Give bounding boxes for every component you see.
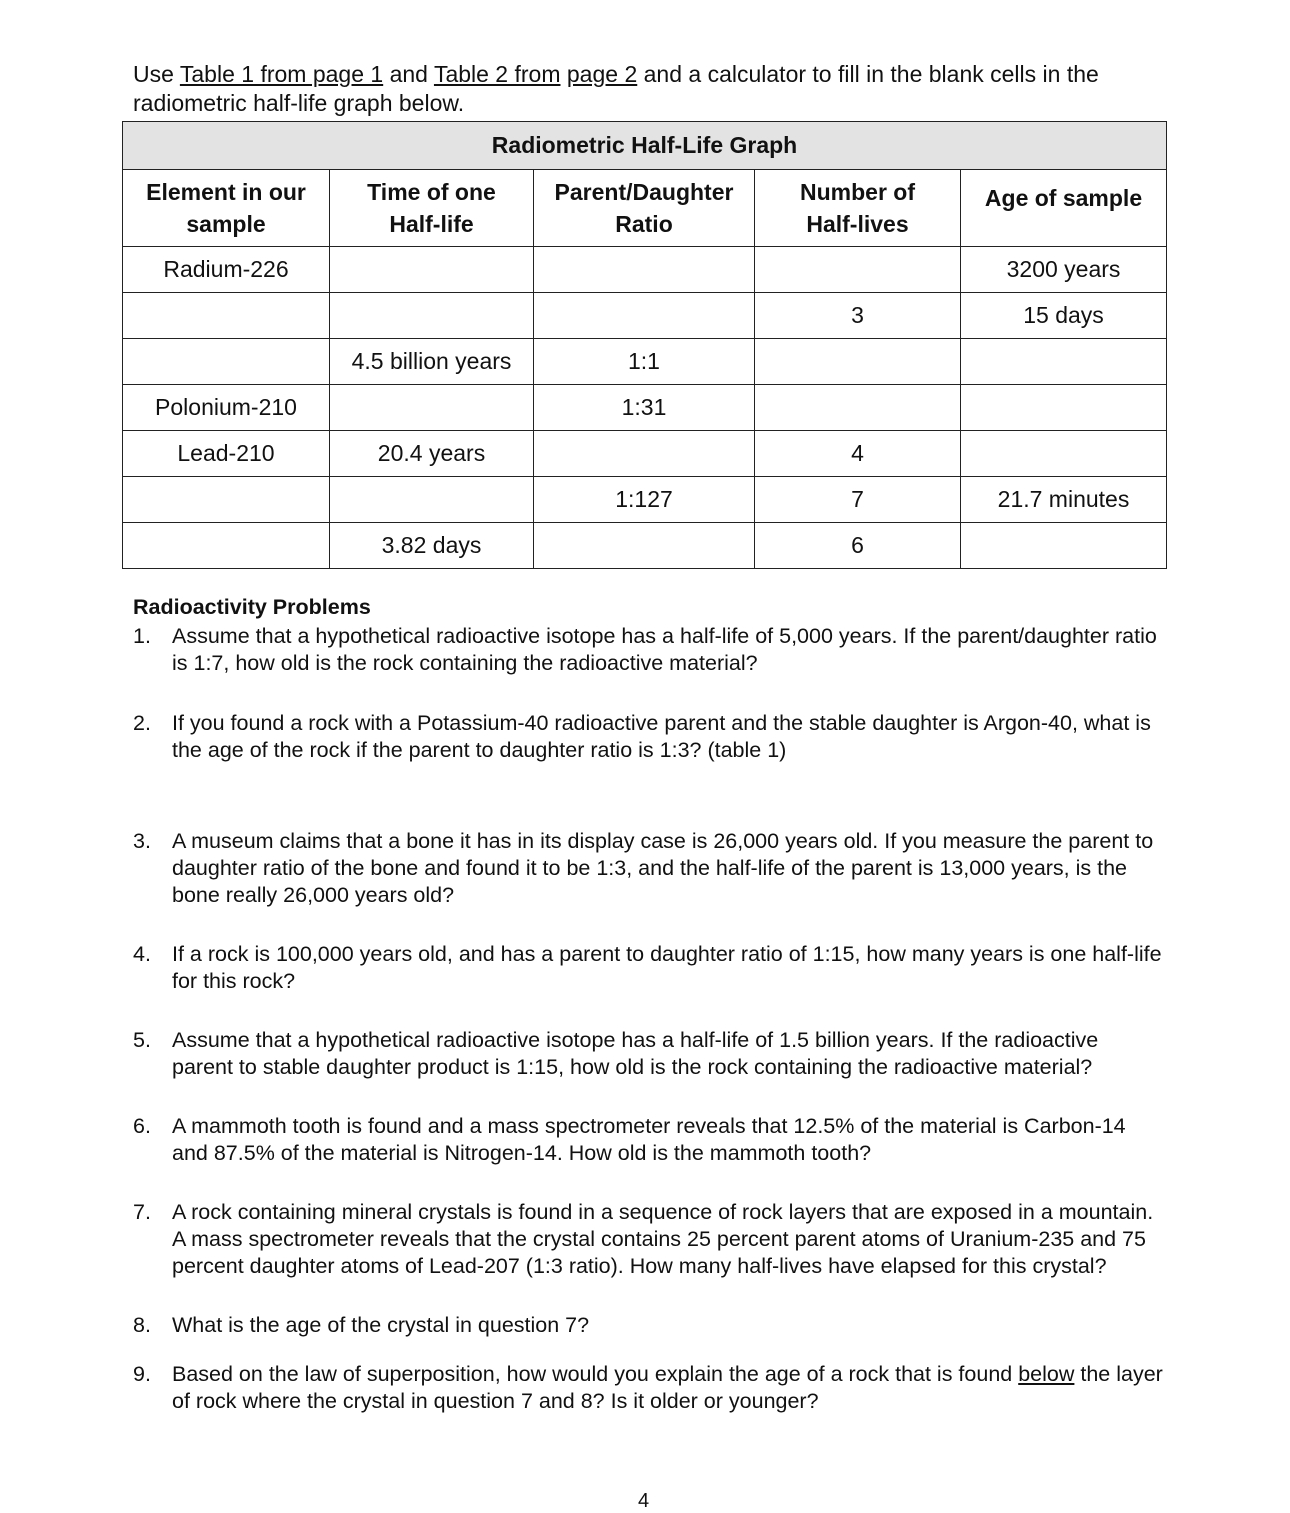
cell-age[interactable] — [961, 385, 1167, 431]
problem-4 — [133, 941, 1163, 995]
cell-ratio[interactable] — [534, 431, 755, 477]
header-number-half-lives: Number of Half-lives — [755, 170, 961, 247]
header-half-life: Time of one Half-life — [330, 170, 534, 247]
table-row — [123, 293, 1167, 339]
intro-text: Use — [133, 61, 180, 87]
cell-ratio[interactable]: 1:127 — [534, 477, 755, 523]
half-life-table — [122, 121, 1167, 569]
table1-reference: Table 1 from page 1 — [179, 61, 384, 87]
cell-element[interactable]: Lead-210 — [123, 431, 330, 477]
problems-section — [133, 594, 1163, 1415]
header-element: Element in our sample — [123, 170, 330, 247]
problem-number: 2. — [133, 711, 151, 735]
problem-text: A museum claims that a bone it has in its display case is 26,000 years old. If you measure the parent to daughter ratio of the bone and found it to be 1:3, and the half-life of the parent is 13,000 years, is the bone really 26,000 years old? — [172, 829, 1154, 907]
problems-title: Radioactivity Problems — [133, 595, 371, 619]
header-age: Age of sample — [961, 170, 1167, 247]
table2-reference: Table 2 from — [433, 61, 561, 87]
cell-ratio[interactable] — [534, 293, 755, 339]
instructions — [133, 60, 1173, 118]
cell-element[interactable] — [123, 523, 330, 569]
problem-2 — [133, 710, 1163, 764]
problem-text: If you found a rock with a Potassium-40 radioactive parent and the stable daughter is Argon-40, what is the age of the rock if the parent to daughter ratio is 1:3? (table 1) — [172, 711, 1151, 762]
cell-number-half-lives[interactable]: 3 — [755, 293, 961, 339]
intro-text: and a calculator to fill in the blank cells in the radiometric half-life graph below. — [133, 61, 1099, 116]
cell-half-life[interactable] — [330, 477, 534, 523]
cell-age[interactable] — [961, 523, 1167, 569]
problem-text: Assume that a hypothetical radioactive isotope has a half-life of 5,000 years. If the parent/daughter ratio is 1:7, how old is the rock containing the radioactive material? — [172, 624, 1157, 675]
intro-text: and — [383, 61, 434, 87]
cell-ratio[interactable]: 1:31 — [534, 385, 755, 431]
cell-half-life[interactable] — [330, 293, 534, 339]
table-row — [123, 431, 1167, 477]
cell-ratio[interactable]: 1:1 — [534, 339, 755, 385]
problem-1 — [133, 623, 1163, 677]
problem-7 — [133, 1199, 1163, 1280]
problem-6 — [133, 1113, 1163, 1167]
problem-number: 3. — [133, 829, 151, 853]
problem-8 — [133, 1312, 1163, 1339]
problem-number: 4. — [133, 942, 151, 966]
cell-age[interactable] — [961, 431, 1167, 477]
table-row — [123, 523, 1167, 569]
cell-element[interactable] — [123, 339, 330, 385]
cell-half-life[interactable]: 4.5 billion years — [330, 339, 534, 385]
problem-text: If a rock is 100,000 years old, and has a parent to daughter ratio of 1:15, how many years is one half-life for this rock? — [172, 942, 1162, 993]
cell-number-half-lives[interactable]: 6 — [755, 523, 961, 569]
problem-9 — [133, 1361, 1163, 1415]
cell-half-life[interactable]: 3.82 days — [330, 523, 534, 569]
problem-number: 6. — [133, 1114, 151, 1138]
cell-half-life[interactable]: 20.4 years — [330, 431, 534, 477]
cell-element[interactable]: Polonium-210 — [123, 385, 330, 431]
problem-number: 7. — [133, 1200, 151, 1224]
table-row — [123, 477, 1167, 523]
cell-number-half-lives[interactable] — [755, 247, 961, 293]
page-number: 4 — [638, 1490, 650, 1512]
cell-age[interactable]: 21.7 minutes — [961, 477, 1167, 523]
cell-age[interactable]: 15 days — [961, 293, 1167, 339]
cell-age[interactable]: 3200 years — [961, 247, 1167, 293]
problem-5 — [133, 1027, 1163, 1081]
cell-number-half-lives[interactable] — [755, 385, 961, 431]
table-row — [123, 339, 1167, 385]
page2-reference: page 2 — [566, 61, 638, 87]
cell-number-half-lives[interactable]: 7 — [755, 477, 961, 523]
cell-half-life[interactable] — [330, 385, 534, 431]
cell-ratio[interactable] — [534, 523, 755, 569]
problem-number: 9. — [133, 1362, 151, 1386]
problem-text: A mammoth tooth is found and a mass spectrometer reveals that 12.5% of the material is Carbon-14 and 87.5% of the material is Nitrogen-14. How old is the mammoth tooth? — [172, 1114, 1126, 1165]
table-row — [123, 247, 1167, 293]
problem-text: A rock containing mineral crystals is found in a sequence of rock layers that are exposed in a mountain. A mass spectrometer reveals that the crystal contains 25 percent parent atoms of Uranium-235 and 75 percent daughter atoms of Lead-207 (1:3 ratio). How many half-lives have elapsed for this crystal? — [172, 1200, 1154, 1278]
table-row — [123, 385, 1167, 431]
problem-3 — [133, 828, 1163, 909]
cell-ratio[interactable] — [534, 247, 755, 293]
cell-element[interactable] — [123, 477, 330, 523]
problem-text: Assume that a hypothetical radioactive isotope has a half-life of 1.5 billion years. If the radioactive parent to stable daughter product is 1:15, how old is the rock containing the radioactive material? — [172, 1028, 1099, 1079]
cell-age[interactable] — [961, 339, 1167, 385]
emphasis-below: below — [1018, 1362, 1075, 1386]
cell-element[interactable]: Radium-226 — [123, 247, 330, 293]
problem-number: 5. — [133, 1028, 151, 1052]
header-ratio: Parent/Daughter Ratio — [534, 170, 755, 247]
problem-text: What is the age of the crystal in question 7? — [172, 1313, 590, 1337]
problem-text: Based on the law of superposition, how would you explain the age of a rock that is found below the layer of rock where the crystal in question 7 and 8? Is it older or younger? — [172, 1362, 1163, 1413]
cell-element[interactable] — [123, 293, 330, 339]
table-title: Radiometric Half-Life Graph — [123, 122, 1167, 170]
cell-half-life[interactable] — [330, 247, 534, 293]
problem-number: 1. — [133, 624, 151, 648]
cell-number-half-lives[interactable] — [755, 339, 961, 385]
problem-number: 8. — [133, 1313, 151, 1337]
cell-number-half-lives[interactable]: 4 — [755, 431, 961, 477]
